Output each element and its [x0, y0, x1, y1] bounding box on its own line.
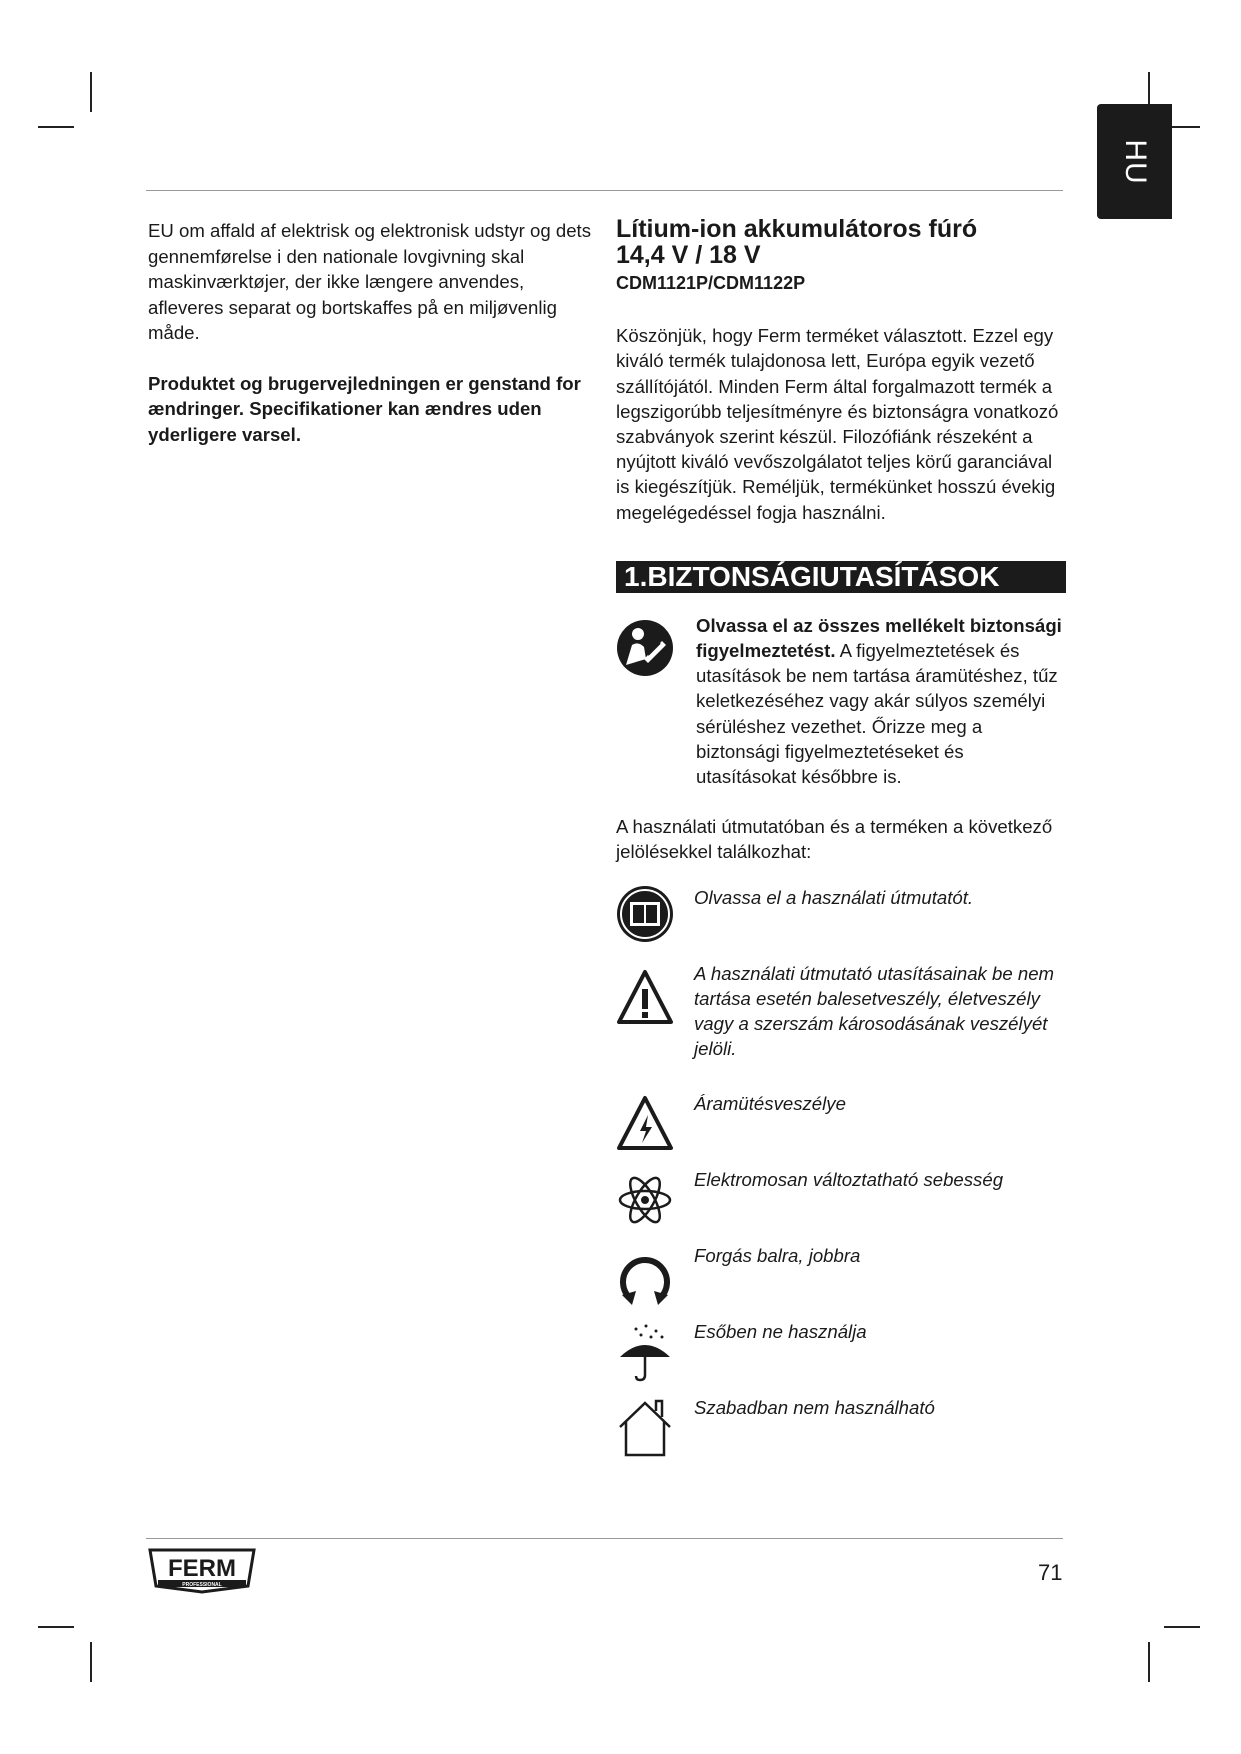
logo-text: FERM	[168, 1555, 236, 1582]
language-tab-label: HU	[1118, 138, 1152, 185]
crop-mark	[90, 1642, 92, 1682]
symbol-item	[616, 1091, 1066, 1167]
crop-mark	[38, 126, 74, 128]
read-manual-mandatory-icon	[616, 619, 674, 677]
crop-mark	[90, 72, 92, 112]
symbol-item	[616, 961, 1066, 1091]
ferm-logo	[148, 1548, 256, 1594]
crop-mark	[1164, 1626, 1200, 1628]
symbol-text: A használati útmutató utasításainak be nem tartása esetén balesetveszély, életveszély vagy a szerszám károsodásának veszélyét jelöli.	[694, 962, 1055, 1060]
intro-paragraph: Köszönjük, hogy Ferm terméket választott. Ezzel egy kiváló termék tulajdonosa lett, Európa egyik vezető szállítójától. Minden Ferm által forgalmazott termék a legszigorúbb teljesítményre és biztonságra vonatkozó szabványok szerint készül. Filozófiánk részeként a nyújtott kiváló vevőszolgálatot teljes körű garanciával is kiegészítjük. Reméljük, termékünket hosszú évekig megelégedéssel fogja használni.	[616, 325, 1059, 523]
symbol-text: Áramütésveszélye	[694, 1092, 846, 1114]
rotation-icon	[616, 1249, 674, 1307]
symbol-text: Forgás balra, jobbra	[694, 1244, 861, 1266]
symbol-text: Elektromosan változtatható sebesség	[694, 1168, 1004, 1190]
right-column	[616, 216, 1066, 1471]
symbol-item	[616, 1319, 1066, 1395]
weee-paragraph: EU om affald af elektrisk og elektronisk udstyr og dets gennemførelse i den nationale lovgivning skal maskinværktøjer, der ikke længere anvendes, afleveres separat og bortskaffes på en miljøvenlig måde.	[148, 220, 592, 343]
crop-mark	[38, 1626, 74, 1628]
product-title-line1: Lítium-ion akkumulátoros fúró	[616, 215, 978, 243]
crop-mark	[1148, 1642, 1150, 1682]
product-title-line2: 14,4 V / 18 V	[616, 241, 761, 269]
umbrella-rain-icon	[616, 1323, 674, 1383]
model-number: CDM1121P/CDM1122P	[616, 273, 806, 293]
house-icon	[616, 1397, 674, 1459]
atom-speed-icon	[616, 1175, 674, 1225]
electric-shock-icon	[616, 1095, 674, 1151]
symbol-item	[616, 1167, 1066, 1243]
warning-bold-text: Olvassa el az összes mellékelt biztonsági figyelmeztetést.	[696, 614, 1062, 662]
symbol-item	[616, 1243, 1066, 1319]
symbols-intro: A használati útmutatóban és a terméken a következő jelölésekkel találkozhat:	[616, 816, 1053, 863]
warning-triangle-icon	[616, 969, 674, 1025]
safety-warning	[616, 613, 1066, 789]
logo-subtext: PROFESSIONAL	[182, 1582, 222, 1588]
language-tab	[1097, 104, 1172, 219]
manual-book-icon	[616, 885, 674, 943]
disclaimer-paragraph: Produktet og brugervejledningen er genstand for ændringer. Specifikationer kan ændres uden yderligere varsel.	[148, 372, 581, 445]
section-heading: 1.BIZTONSÁGIUTASÍTÁSOK	[616, 561, 1066, 593]
header-rule	[146, 190, 1063, 191]
warning-rest-text: A figyelmeztetések és utasítások be nem tartása áramütéshez, tűz keletkezéséhez vagy akár súlyos személyi sérüléshez vezethet. Őrizze meg a biztonsági figyelmeztetéseket és utasításokat későbbre is.	[696, 640, 1058, 788]
symbol-item	[616, 885, 1066, 961]
symbol-text: Szabadban nem használható	[694, 1396, 935, 1418]
symbol-list	[616, 885, 1066, 1471]
symbol-item	[616, 1395, 1066, 1471]
symbol-text: Olvassa el a használati útmutatót.	[694, 886, 974, 908]
left-column	[148, 218, 598, 472]
page-number: 71	[1038, 1560, 1063, 1585]
footer-rule	[146, 1538, 1063, 1539]
product-title	[616, 216, 1066, 268]
symbol-text: Esőben ne használja	[694, 1320, 867, 1342]
